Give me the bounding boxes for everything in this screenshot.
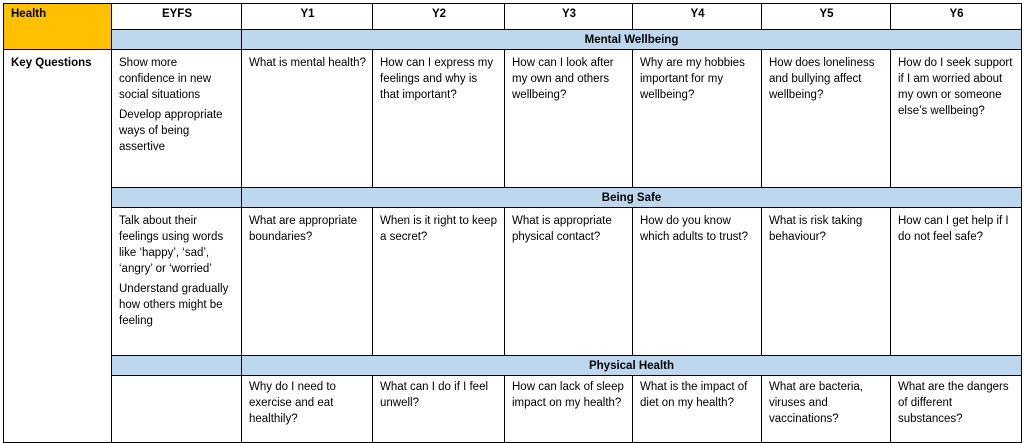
cell-text: Talk about their feelings using words like ‘happy’, ‘sad’, ‘angry’ or ‘worried’ <box>119 215 224 275</box>
cell-text: When is it right to keep a secret? <box>380 215 497 243</box>
table-cell <box>762 50 891 188</box>
cell-text: What is mental health? <box>249 57 366 69</box>
cell-text: How can lack of sleep impact on my health? <box>512 381 624 409</box>
cell-text: What is appropriate physical contact? <box>512 215 612 243</box>
row-label-key-questions: Key Questions <box>4 50 112 443</box>
table-cell <box>505 50 633 188</box>
cell-text: What can I do if I feel unwell? <box>380 381 489 409</box>
cell-text: What is the impact of diet on my health? <box>640 381 748 409</box>
cell-text: How does loneliness and bullying affect wellbeing? <box>769 57 875 101</box>
corner-label: Health <box>4 4 112 50</box>
band-spacer <box>112 30 242 50</box>
table-cell <box>242 208 373 356</box>
table-cell <box>633 50 762 188</box>
table-cell <box>633 208 762 356</box>
table-cell <box>242 376 373 443</box>
column-header-eyfs: EYFS <box>112 4 242 30</box>
table-cell-empty <box>112 376 242 443</box>
cell-text: Why are my hobbies important for my wellbeing? <box>640 57 745 101</box>
section-title: Physical Health <box>242 356 1022 376</box>
section-title: Being Safe <box>242 188 1022 208</box>
table-cell <box>373 50 505 188</box>
cell-text: How do I seek support if I am worried about my own or someone else’s wellbeing? <box>898 57 1013 117</box>
header-row <box>4 4 1022 30</box>
cell-text: Why do I need to exercise and eat healthily? <box>249 381 336 425</box>
cell-text: What are appropriate boundaries? <box>249 215 358 243</box>
section-row <box>4 376 1022 443</box>
cell-text: What is risk taking behaviour? <box>769 215 863 243</box>
table-cell <box>762 208 891 356</box>
table-cell <box>762 376 891 443</box>
cell-text: Show more confidence in new social situations <box>119 57 212 101</box>
section-band-physical-health <box>4 356 1022 376</box>
table-cell <box>633 376 762 443</box>
cell-text: What are bacteria, viruses and vaccinations? <box>769 381 863 425</box>
table-cell <box>505 208 633 356</box>
table-cell <box>242 50 373 188</box>
table-cell <box>373 208 505 356</box>
table-cell <box>112 208 242 356</box>
column-header-y6: Y6 <box>891 4 1022 30</box>
cell-text: How can I get help if I do not feel safe? <box>898 215 1009 243</box>
band-spacer <box>112 356 242 376</box>
table-cell <box>891 50 1022 188</box>
cell-text: Develop appropriate ways of being assertive <box>119 109 223 153</box>
cell-text: How do you know which adults to trust? <box>640 215 749 243</box>
table-cell <box>373 376 505 443</box>
column-header-y3: Y3 <box>505 4 633 30</box>
table-cell <box>112 50 242 188</box>
cell-text: How can I look after my own and others wellbeing? <box>512 57 614 101</box>
column-header-y1: Y1 <box>242 4 373 30</box>
section-band-being-safe <box>4 188 1022 208</box>
table-cell <box>891 208 1022 356</box>
cell-text: Understand gradually how others might be feeling <box>119 283 229 327</box>
table-cell <box>891 376 1022 443</box>
band-spacer <box>112 188 242 208</box>
section-band-mental-wellbeing <box>4 30 1022 50</box>
cell-text: What are the dangers of different substances? <box>898 381 1009 425</box>
section-row <box>4 208 1022 356</box>
section-title: Mental Wellbeing <box>242 30 1022 50</box>
table-cell <box>505 376 633 443</box>
column-header-y2: Y2 <box>373 4 505 30</box>
column-header-y5: Y5 <box>762 4 891 30</box>
cell-text: How can I express my feelings and why is that important? <box>380 57 494 101</box>
section-row <box>4 50 1022 188</box>
column-header-y4: Y4 <box>633 4 762 30</box>
health-curriculum-table <box>3 3 1022 443</box>
